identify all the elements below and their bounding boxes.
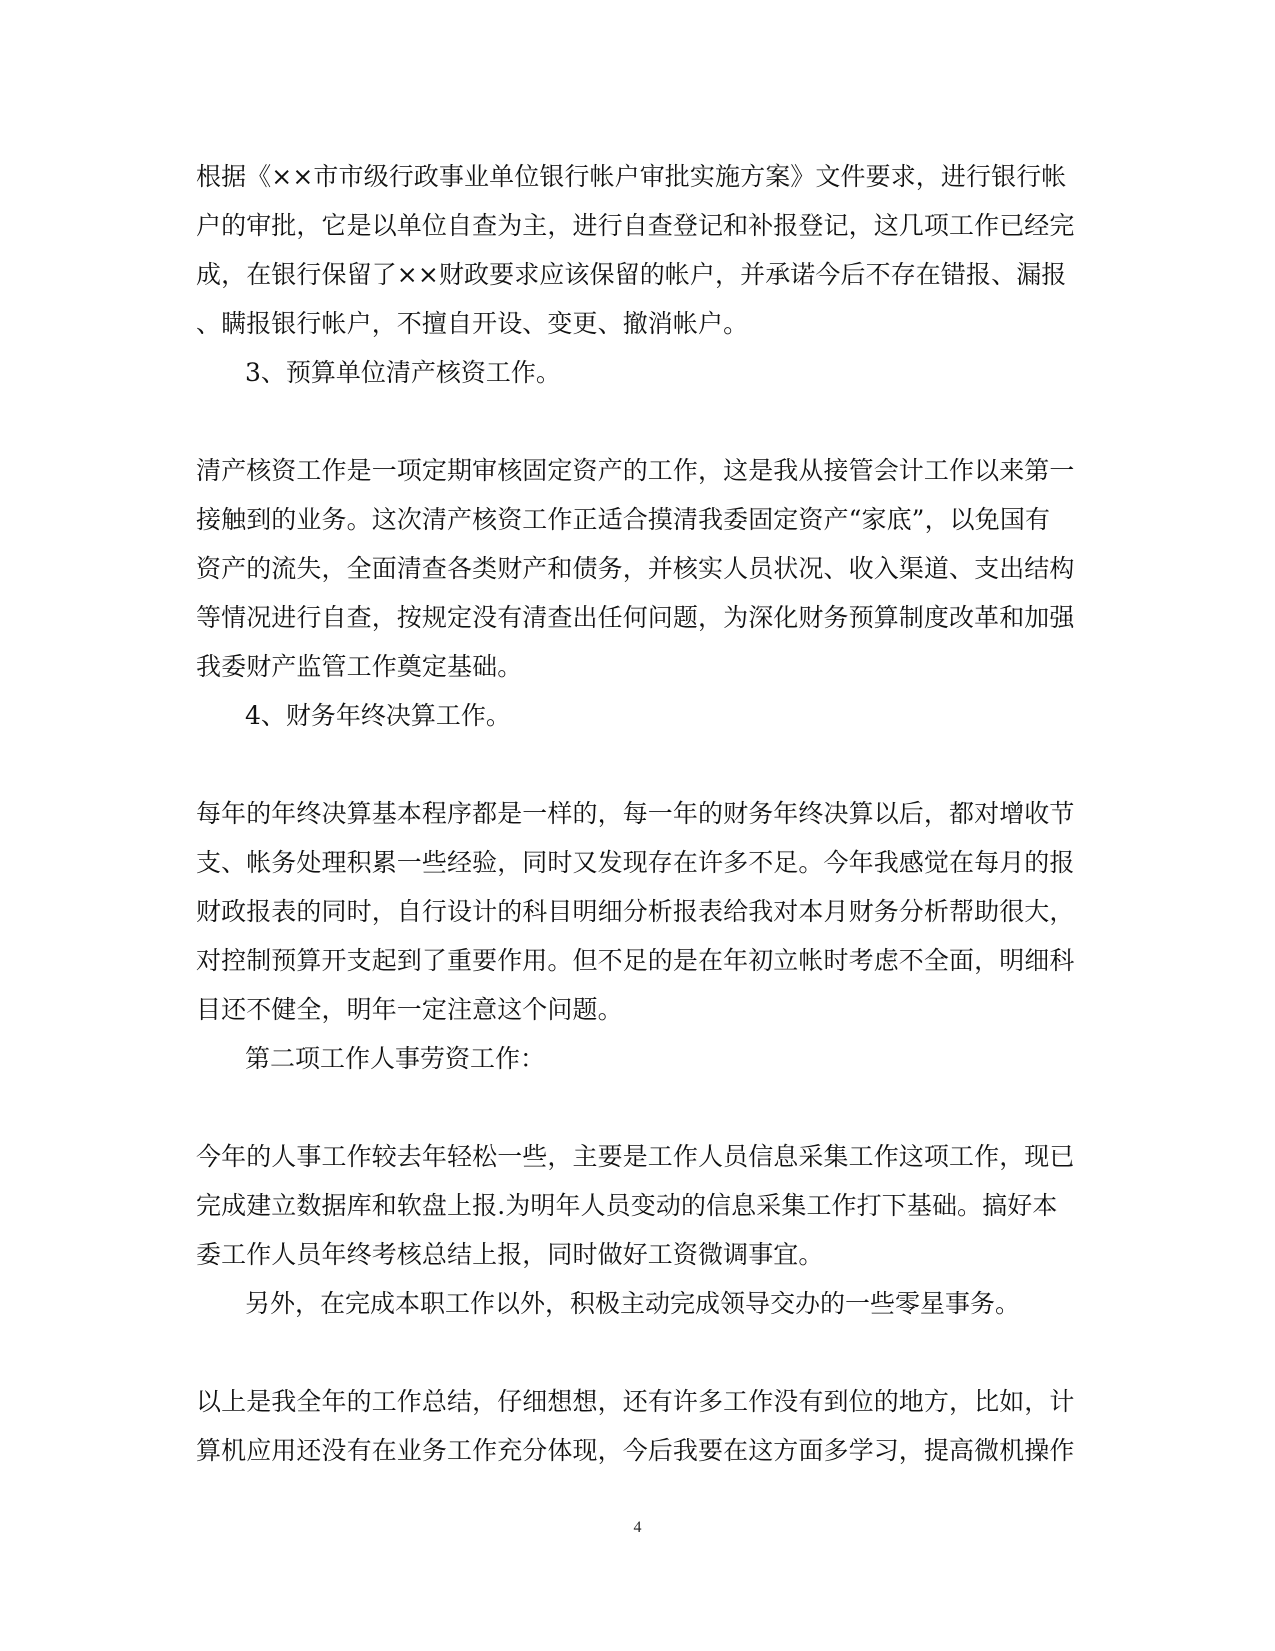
paragraph-bank-accounts	[196, 152, 1076, 348]
section-heading-asset-verification: 3、预算单位清产核资工作。	[245, 358, 561, 387]
text-line: 等情况进行自查，按规定没有清查出任何问题，为深化财务预算制度改革和加强	[196, 603, 1075, 632]
page-number: 4	[633, 1519, 642, 1536]
document-body	[196, 152, 1076, 1475]
paragraph-spacer	[196, 1328, 1076, 1377]
text-line: 以上是我全年的工作总结，仔细想想，还有许多工作没有到位的地方，比如，计	[196, 1387, 1075, 1416]
paragraph-spacer	[196, 1083, 1076, 1132]
paragraph-personnel-work	[196, 1132, 1076, 1279]
text-line: 目还不健全，明年一定注意这个问题。	[196, 995, 623, 1024]
section-heading-personnel-work: 第二项工作人事劳资工作：	[245, 1044, 546, 1073]
text-line: 清产核资工作是一项定期审核固定资产的工作，这是我从接管会计工作以来第一	[196, 456, 1075, 485]
text-line: 算机应用还没有在业务工作充分体现，今后我要在这方面多学习，提高微机操作	[196, 1436, 1075, 1465]
text-line: 今年的人事工作较去年轻松一些，主要是工作人员信息采集工作这项工作，现已	[196, 1142, 1075, 1171]
text-line: 资产的流失，全面清查各类财产和债务，并核实人员状况、收入渠道、支出结构	[196, 554, 1075, 583]
paragraph-summary	[196, 1377, 1076, 1475]
paragraph-year-end-accounts	[196, 789, 1076, 1034]
paragraph-asset-verification	[196, 446, 1076, 691]
text-line: 接触到的业务。这次清产核资工作正适合摸清我委固定资产“家底”，以免国有	[196, 505, 1051, 534]
section-heading-year-end-accounts: 4、财务年终决算工作。	[245, 701, 511, 730]
text-line: 我委财产监管工作奠定基础。	[196, 652, 523, 681]
text-line: 、瞒报银行帐户，不擅自开设、变更、撤消帐户。	[196, 309, 749, 338]
paragraph-spacer	[196, 740, 1076, 789]
text-line: 完成建立数据库和软盘上报.为明年人员变动的信息采集工作打下基础。搞好本	[196, 1191, 1058, 1220]
text-line: 每年的年终决算基本程序都是一样的，每一年的财务年终决算以后，都对增收节	[196, 799, 1075, 828]
paragraph-spacer	[196, 397, 1076, 446]
text-line: 根据《××市市级行政事业单位银行帐户审批实施方案》文件要求，进行银行帐	[196, 162, 1067, 191]
text-line: 成，在银行保留了××财政要求应该保留的帐户，并承诺今后不存在错报、漏报	[196, 260, 1067, 289]
text-line: 对控制预算开支起到了重要作用。但不足的是在年初立帐时考虑不全面，明细科	[196, 946, 1075, 975]
section-heading-other-tasks: 另外，在完成本职工作以外，积极主动完成领导交办的一些零星事务。	[245, 1289, 1021, 1318]
text-line: 支、帐务处理积累一些经验，同时又发现存在许多不足。今年我感觉在每月的报	[196, 848, 1075, 877]
text-line: 财政报表的同时，自行设计的科目明细分析报表给我对本月财务分析帮助很大，	[196, 897, 1075, 926]
text-line: 户的审批，它是以单位自查为主，进行自查登记和补报登记，这几项工作已经完	[196, 211, 1075, 240]
text-line: 委工作人员年终考核总结上报，同时做好工资微调事宜。	[196, 1240, 824, 1269]
